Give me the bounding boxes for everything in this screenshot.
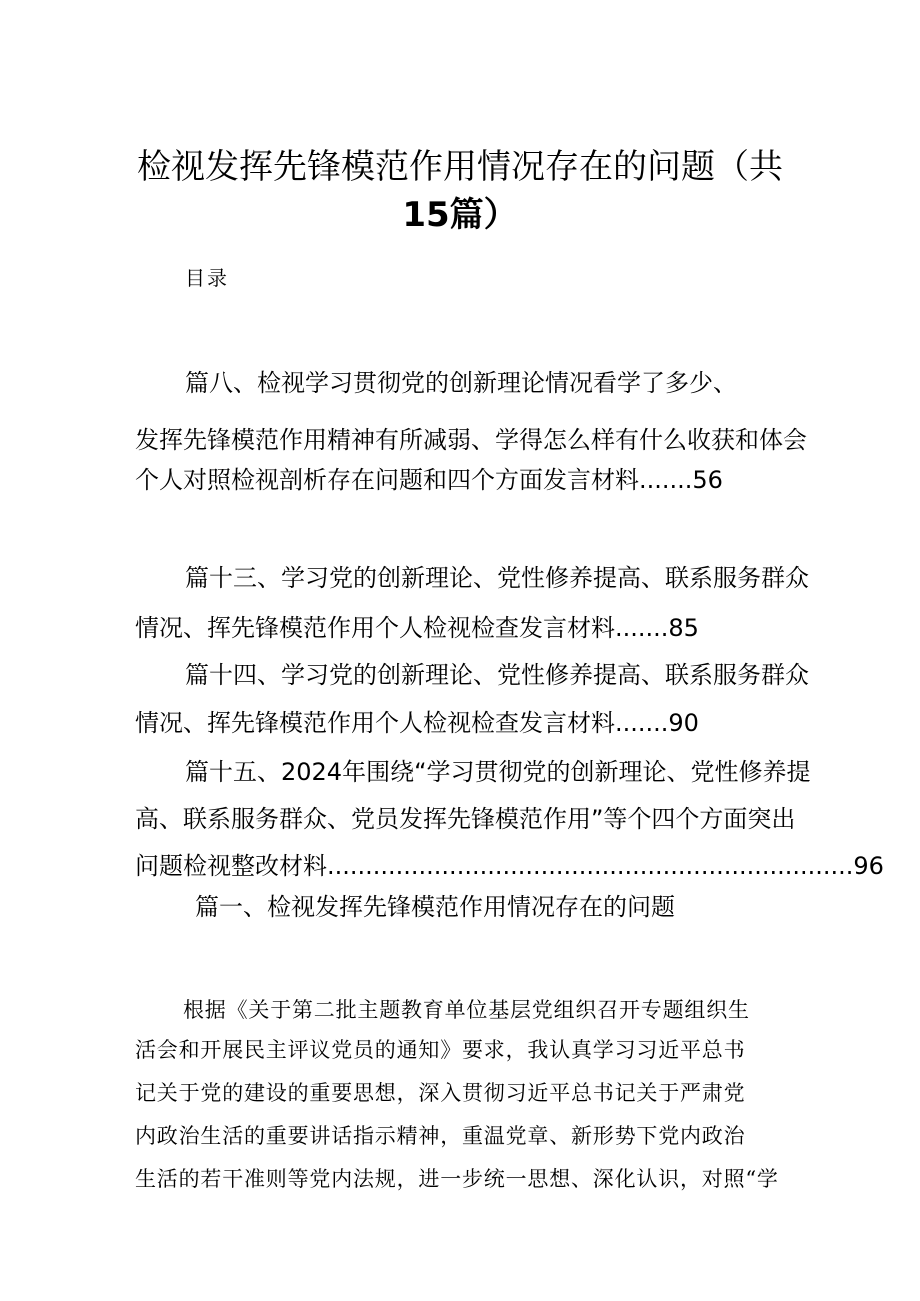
body-paragraph-line: 根据《关于第二批主题教育单位基层党组织召开专题组织生 [183,998,750,1022]
document-title: 检视发挥先锋模范作用情况存在的问题（共 [137,147,783,187]
toc-entry-line[interactable]: 篇十四、学习党的创新理论、党性修养提高、联系服务群众 [185,661,809,689]
toc-entry-line[interactable]: 问题检视整改材料.....................................................................96 [135,852,884,880]
body-paragraph-line: 活会和开展民主评议党员的通知》要求，我认真学习习近平总书 [135,1038,746,1062]
toc-entry-line[interactable]: 篇十三、学习党的创新理论、党性修养提高、联系服务群众 [185,564,809,592]
section-heading: 篇一、检视发挥先锋模范作用情况存在的问题 [195,893,675,921]
toc-entry-line[interactable]: 篇八、检视学习贯彻党的创新理论情况看学了多少、 [185,369,737,397]
toc-entry-line[interactable]: 高、联系服务群众、党员发挥先锋模范作用”等个四个方面突出 [135,805,796,833]
toc-entry-line[interactable]: 发挥先锋模范作用精神有所减弱、学得怎么样有什么收获和体会 [135,426,807,454]
body-paragraph-line: 记关于党的建设的重要思想，深入贯彻习近平总书记关于严肃党 [135,1081,746,1105]
toc-label: 目录 [185,266,229,290]
toc-entry-line[interactable]: 个人对照检视剖析存在问题和四个方面发言材料.......56 [135,466,723,494]
toc-entry-line[interactable]: 情况、挥先锋模范作用个人检视检查发言材料.......90 [135,709,699,737]
toc-entry-line[interactable]: 篇十五、2024年围绕“学习贯彻党的创新理论、党性修养提 [185,758,811,786]
document-title-continued: 15篇） [402,195,518,235]
body-paragraph-line: 内政治生活的重要讲话指示精神，重温党章、新形势下党内政治 [135,1124,746,1148]
toc-entry-line[interactable]: 情况、挥先锋模范作用个人检视检查发言材料.......85 [135,614,699,642]
body-paragraph-line: 生活的若干准则等党内法规，进一步统一思想、深化认识，对照“学 [135,1167,779,1191]
